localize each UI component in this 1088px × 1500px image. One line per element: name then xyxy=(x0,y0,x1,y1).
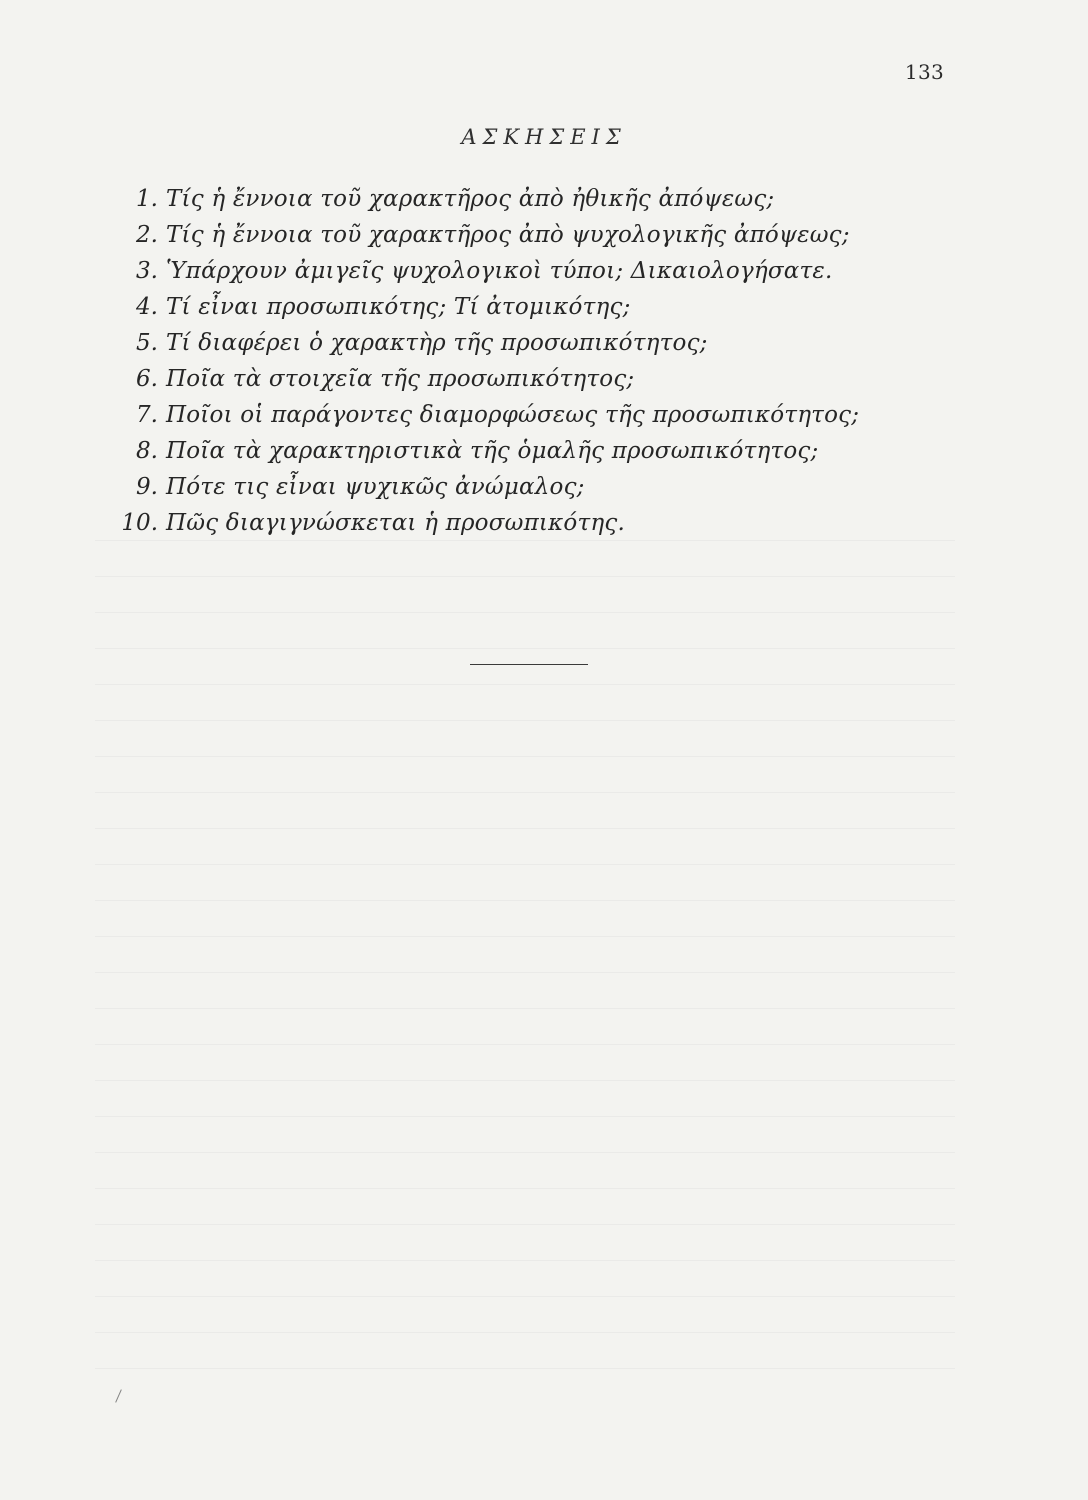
exercise-item xyxy=(106,505,966,541)
exercise-number: 5. xyxy=(136,330,158,356)
exercise-number: 1. xyxy=(136,186,158,212)
exercise-item xyxy=(106,253,966,289)
exercise-text: Ποῖα τὰ στοιχεῖα τῆς προσωπικότητος; xyxy=(166,366,635,392)
stray-ink-mark xyxy=(115,1389,122,1402)
exercise-text: Ποῖα τὰ χαρακτηριστικὰ τῆς ὁμαλῆς προσωπικότητος; xyxy=(166,438,819,464)
bleed-through-texture xyxy=(95,540,955,1400)
exercise-text: Πότε τις εἶναι ψυχικῶς ἀνώμαλος; xyxy=(166,474,585,500)
page-number: 133 xyxy=(904,60,944,84)
exercise-item xyxy=(106,433,966,469)
exercise-text: Τίς ἡ ἔννοια τοῦ χαρακτῆρος ἀπὸ ψυχολογικῆς ἀπόψεως; xyxy=(166,222,850,248)
exercise-text: Πῶς διαγιγνώσκεται ἡ προσωπικότης. xyxy=(166,510,625,536)
exercise-text: Ποῖοι οἱ παράγοντες διαμορφώσεως τῆς προσωπικότητος; xyxy=(166,402,860,428)
exercise-number: 9. xyxy=(136,474,158,500)
exercise-text: Τίς ἡ ἔννοια τοῦ χαρακτῆρος ἀπὸ ἠθικῆς ἀπόψεως; xyxy=(166,186,775,212)
exercise-number: 3. xyxy=(136,258,158,284)
exercise-item xyxy=(106,181,966,217)
exercise-number: 4. xyxy=(136,294,158,320)
exercise-item xyxy=(106,217,966,253)
exercise-number: 6. xyxy=(136,366,158,392)
exercise-text: Τί διαφέρει ὁ χαρακτὴρ τῆς προσωπικότητος; xyxy=(166,330,708,356)
exercises-heading: ΑΣΚΗΣΕΙΣ xyxy=(461,125,627,149)
exercise-item xyxy=(106,469,966,505)
exercise-number: 2. xyxy=(136,222,158,248)
exercise-item xyxy=(106,361,966,397)
exercise-number: 8. xyxy=(136,438,158,464)
exercise-number: 10. xyxy=(121,510,158,536)
section-divider xyxy=(470,664,588,665)
exercise-item xyxy=(106,289,966,325)
exercise-text: Τί εἶναι προσωπικότης; Τί ἀτομικότης; xyxy=(166,294,631,320)
exercise-list xyxy=(106,181,966,541)
exercise-text: Ὑπάρχουν ἀμιγεῖς ψυχολογικοὶ τύποι; Δικαιολογήσατε. xyxy=(166,258,833,284)
exercise-number: 7. xyxy=(136,402,158,428)
exercise-item xyxy=(106,325,966,361)
exercise-item xyxy=(106,397,966,433)
